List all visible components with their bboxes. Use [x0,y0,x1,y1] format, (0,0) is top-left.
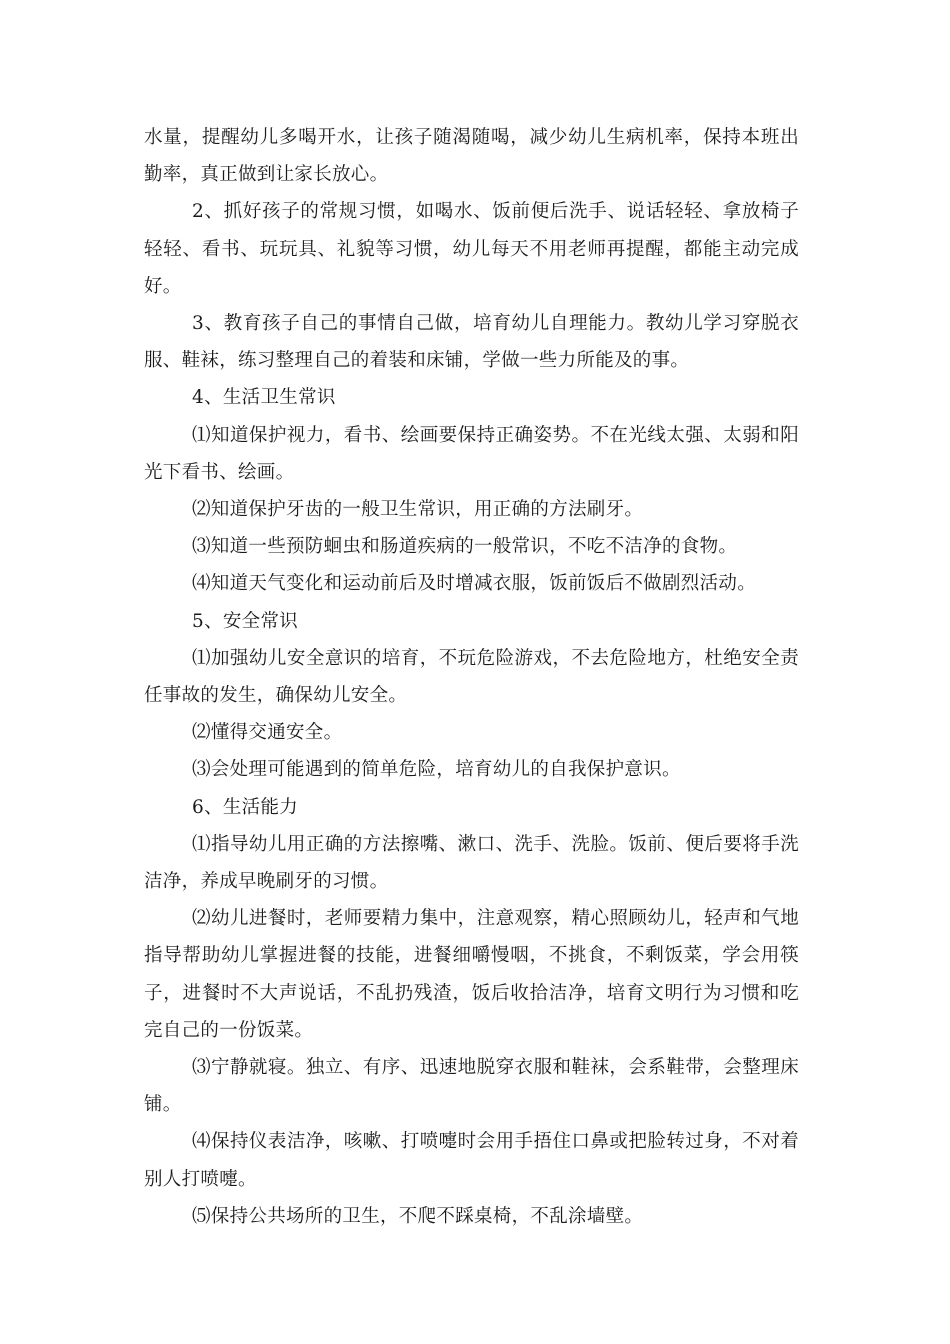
life-skills-item-3: ⑶宁静就寝。独立、有序、迅速地脱穿衣服和鞋袜，会系鞋带，会整理床铺。 [144,1057,799,1116]
hygiene-item-1: ⑴知道保护视力，看书、绘画要保持正确姿势。不在光线太强、太弱和阳光下看书、绘画。 [144,424,799,483]
paragraph-item-3: 3、教育孩子自己的事情自己做，培育幼儿自理能力。教幼儿学习穿脱衣服、鞋袜，练习整理自己的着装和床铺，学做一些力所能及的事。 [144,313,799,372]
hygiene-item-2: ⑵知道保护牙齿的一般卫生常识，用正确的方法刷牙。 [192,499,644,521]
document-body [144,119,799,1235]
section-heading-hygiene: 4、生活卫生常识 [192,387,336,409]
hygiene-item-3: ⑶知道一些预防蛔虫和肠道疾病的一般常识，不吃不洁净的食物。 [192,536,738,558]
life-skills-item-5: ⑸保持公共场所的卫生，不爬不踩桌椅，不乱涂墙壁。 [192,1205,644,1227]
life-skills-item-1: ⑴指导幼儿用正确的方法擦嘴、漱口、洗手、洗脸。饭前、便后要将手洗洁净，养成早晚刷牙的习惯。 [144,833,799,893]
safety-item-2: ⑵懂得交通安全。 [192,722,343,744]
section-heading-life-skills: 6、生活能力 [192,796,299,818]
section-heading-safety: 5、安全常识 [192,610,299,632]
life-skills-item-2: ⑵幼儿进餐时，老师要精力集中，注意观察，精心照顾幼儿，轻声和气地指导帮助幼儿掌握进餐的技能，进餐细嚼慢咽，不挑食，不剩饭菜，学会用筷子，进餐时不大声说话，不乱扔残渣，饭后收拾洁净，培育文明行为习惯和吃完自己的一份饭菜。 [144,908,799,1041]
safety-item-1: ⑴加强幼儿安全意识的培育，不玩危险游戏，不去危险地方，杜绝安全责任事故的发生，确保幼儿安全。 [144,647,799,707]
paragraph-continuation: 水量，提醒幼儿多喝开水，让孩子随渴随喝，减少幼儿生病机率，保持本班出勤率，真正做到让家长放心。 [144,127,799,186]
paragraph-item-2: 2、抓好孩子的常规习惯，如喝水、饭前便后洗手、说话轻轻、拿放椅子轻轻、看书、玩玩具、礼貌等习惯，幼儿每天不用老师再提醒，都能主动完成好。 [144,201,799,297]
life-skills-item-4: ⑷保持仪表洁净，咳嗽、打喷嚏时会用手捂住口鼻或把脸转过身，不对着别人打喷嚏。 [144,1131,799,1190]
safety-item-3: ⑶会处理可能遇到的简单危险，培育幼儿的自我保护意识。 [192,759,681,781]
hygiene-item-4: ⑷知道天气变化和运动前后及时增减衣服，饭前饭后不做剧烈活动。 [192,573,757,595]
